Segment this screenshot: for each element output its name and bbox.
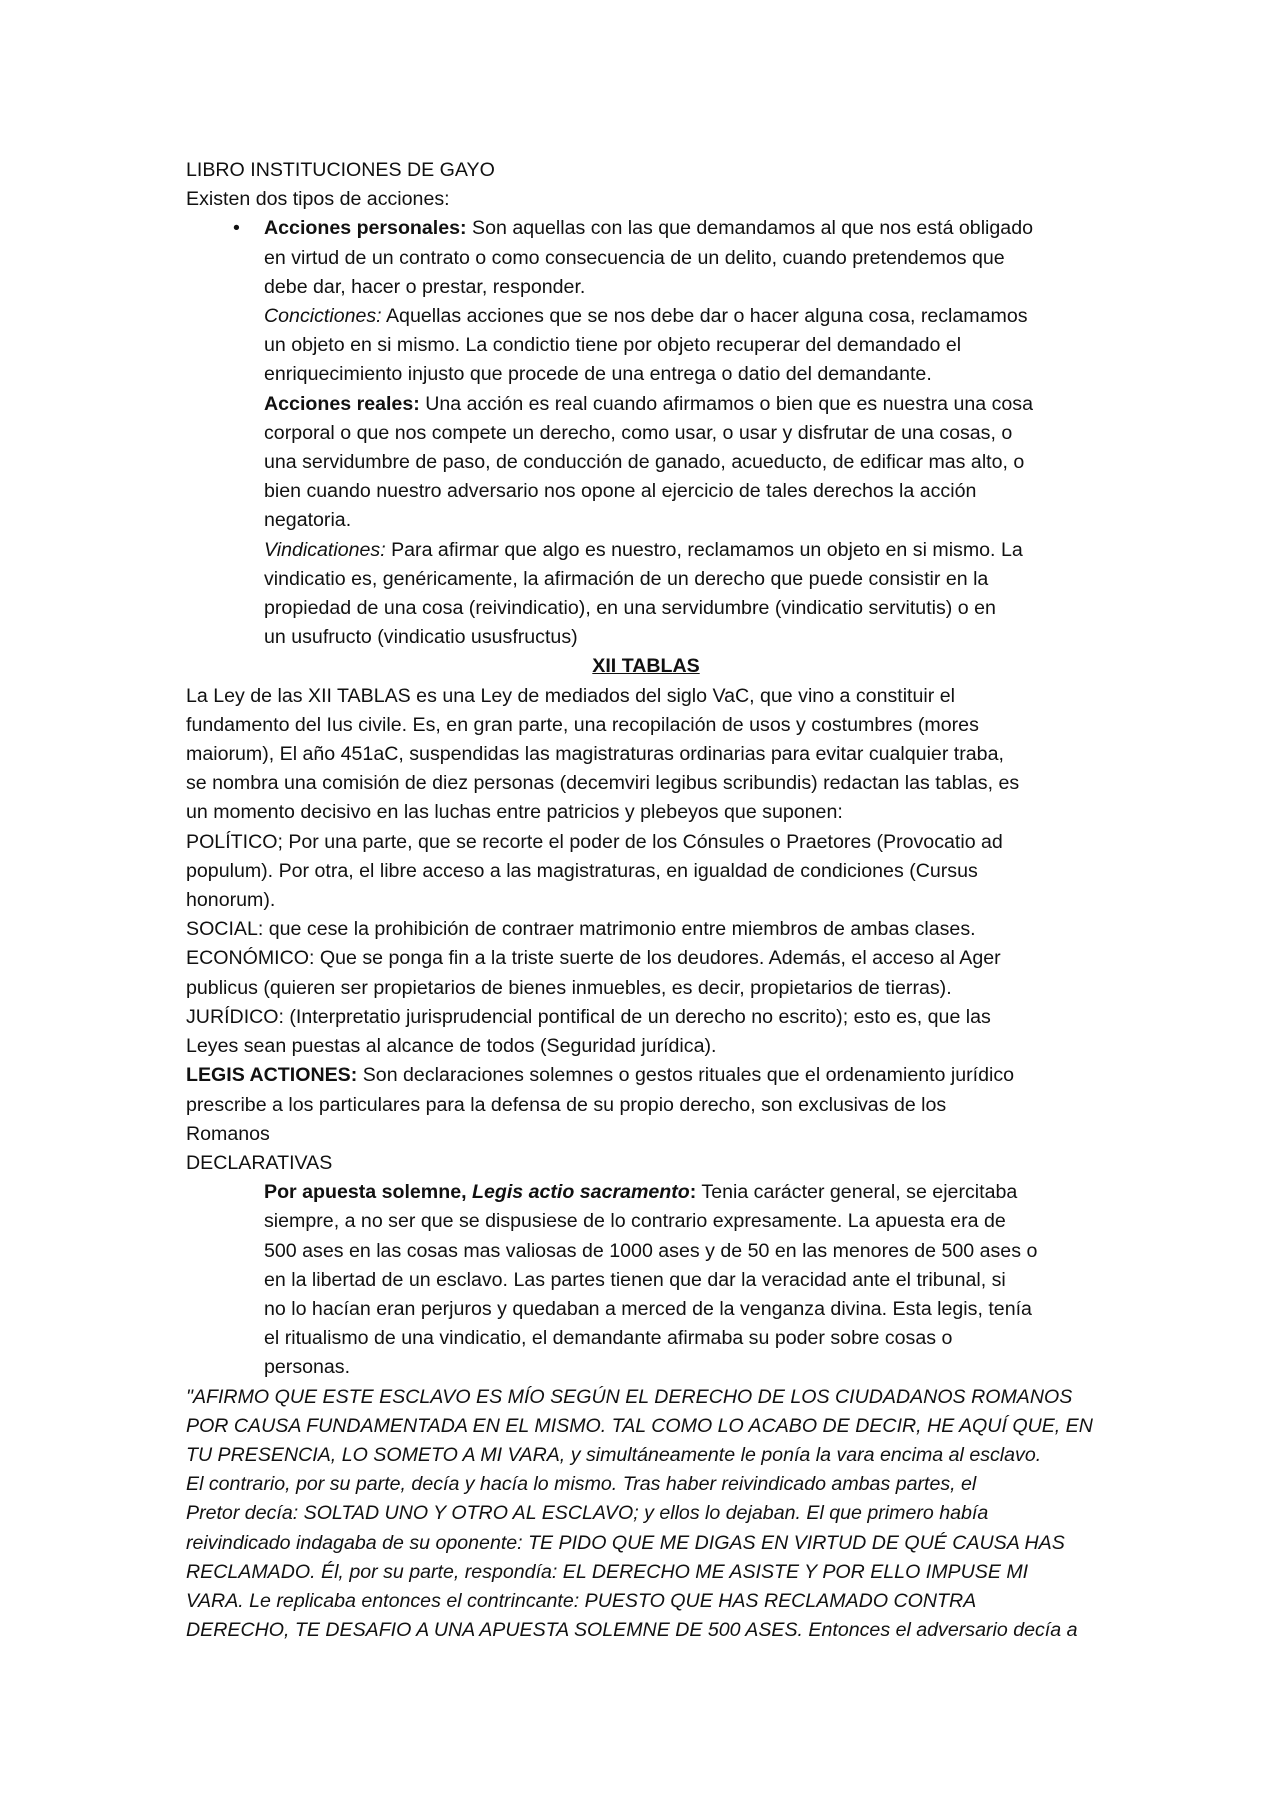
sacramento-paragraph: Por apuesta solemne, Legis actio sacramento: Tenia carácter general, se ejercitaba siempre, a no ser que se dispusiese de lo contrario expresamente. La apuesta era de 500 ases en las cosas mas valiosas de 1000 ases y de 50 en las menores de 500 ases o en la libertad de un esclavo. Las partes tienen que dar la veracidad ante el tribunal, si no lo hacían eran perjuros y quedaban a merced de la venganza divina. Esta legis, tenía el ritualismo de una vindicatio, el demandante afirmaba su poder sobre cosas o personas. xyxy=(264,1181,1038,1379)
quote-paragraph: "AFIRMO QUE ESTE ESCLAVO ES MÍO SEGÚN EL DERECHO DE LOS CIUDADANOS ROMANOS POR CAUSA FUNDAMENTADA EN EL MISMO. TAL COMO LO ACABO DE DECIR, HE AQUÍ QUE, EN TU PRESENCIA, LO SOMETO A MI VARA, y simultáneamente le ponía la vara encima al esclavo. El contrario, por su parte, decía y hacía lo mismo. Tras haber reivindicado ambas partes, el Pretor decía: SOLTAD UNO Y OTRO AL ESCLAVO; y ellos lo dejaban. El que primero había reivindicado indagaba de su oponente: TE PIDO QUE ME DIGAS EN VIRTUD DE QUÉ CAUSA HAS RECLAMADO. Él, por su parte, respondía: EL DERECHO ME ASISTE Y POR ELLO IMPUSE MI VARA. Le replicaba entonces el contrincante: PUESTO QUE HAS RECLAMADO CONTRA DERECHO, TE DESAFIO A UNA APUESTA SOLEMNE DE 500 ASES. Entonces el adversario decía a xyxy=(186,1385,1093,1642)
section-heading-xii-tablas: XII TABLAS xyxy=(592,655,700,678)
intro-line: Existen dos tipos de acciones: xyxy=(186,188,450,211)
condictiones-label: Concictiones: xyxy=(264,305,382,328)
juridico-paragraph: JURÍDICO: (Interpretatio jurisprudencial pontifical de un derecho no escrito); esto es, que las Leyes sean puestas al alcance de todos (Seguridad jurídica). xyxy=(186,1005,991,1058)
bullet-icon: • xyxy=(233,217,240,240)
politico-paragraph: POLÍTICO; Por una parte, que se recorte el poder de los Cónsules o Praetores (Provocatio ad populum). Por otra, el libre acceso a las magistraturas, en igualdad de condiciones (Cursus honorum). xyxy=(186,830,1003,912)
xii-paragraph: La Ley de las XII TABLAS es una Ley de mediados del siglo VaC, que vino a constituir el fundamento del Ius civile. Es, en gran parte, una recopilación de usos y costumbres (mores maiorum), El año 451aC, suspendidas las magistraturas ordinarias para evitar cualquier traba, se nombra una comisión de diez personas (decemviri legibus scribundis) redactan las tablas, es un momento decisivo en las luchas entre patricios y plebeyos que suponen: xyxy=(186,684,1020,824)
social-paragraph: SOCIAL: que cese la prohibición de contraer matrimonio entre miembros de ambas clases. xyxy=(186,918,976,941)
acciones-reales-label: Acciones reales: xyxy=(264,392,420,415)
legis-actiones-label: LEGIS ACTIONES: xyxy=(186,1064,358,1087)
acciones-personales-label: Acciones personales: xyxy=(264,217,467,240)
declarativas-heading: DECLARATIVAS xyxy=(186,1151,333,1174)
document-title: LIBRO INSTITUCIONES DE GAYO xyxy=(186,159,495,181)
document-page xyxy=(186,156,1106,1645)
vindicationes-label: Vindicationes: xyxy=(264,538,386,561)
sacramento-label-italic: Legis actio sacramento xyxy=(471,1181,690,1204)
sacramento-label: Por apuesta solemne, xyxy=(264,1181,472,1204)
legis-actiones-paragraph: LEGIS ACTIONES: Son declaraciones solemnes o gestos rituales que el ordenamiento jurídico prescribe a los particulares para la defensa de su propio derecho, son exclusivas de los Romanos xyxy=(186,1064,1015,1145)
economico-paragraph: ECONÓMICO: Que se ponga fin a la triste suerte de los deudores. Además, el acceso al Ager publicus (quieren ser propietarios de bienes inmuebles, es decir, propietarios de tierras). xyxy=(186,947,1001,999)
list-item-acciones-personales: • Acciones personales: Son aquellas con las que demandamos al que nos está obligado en virtud de un contrato o como consecuencia de un delito, cuando pretendemos que debe dar, hacer o prestar, responder. Concictiones: Aquellas acciones que se nos debe dar o hacer alguna cosa, reclamamos un objeto en si mismo. La condictio tiene por objeto recuperar del demandado el enriquecimiento injusto que procede de una entrega o datio del demandante. Acciones reales: Una acción es real cuando afirmamos o bien que es nuestra una cosa corporal o que nos compete un derecho, como usar, o usar y disfrutar de una cosas, o una servidumbre de paso, de conducción de ganado, acueducto, de edificar mas alto, o bien cuando nuestro adversario nos opone al ejercicio de tales derechos la acción negatoria. Vindicationes: Para afirmar que algo es nuestro, reclamamos un objeto en si mismo. La vindicatio es, genéricamente, la afirmación de un derecho que puede consistir en la propiedad de una cosa (reivindicatio), en una servidumbre (vindicatio servitutis) o en un usufructo (vindicatio ususfructus) xyxy=(186,214,1106,652)
